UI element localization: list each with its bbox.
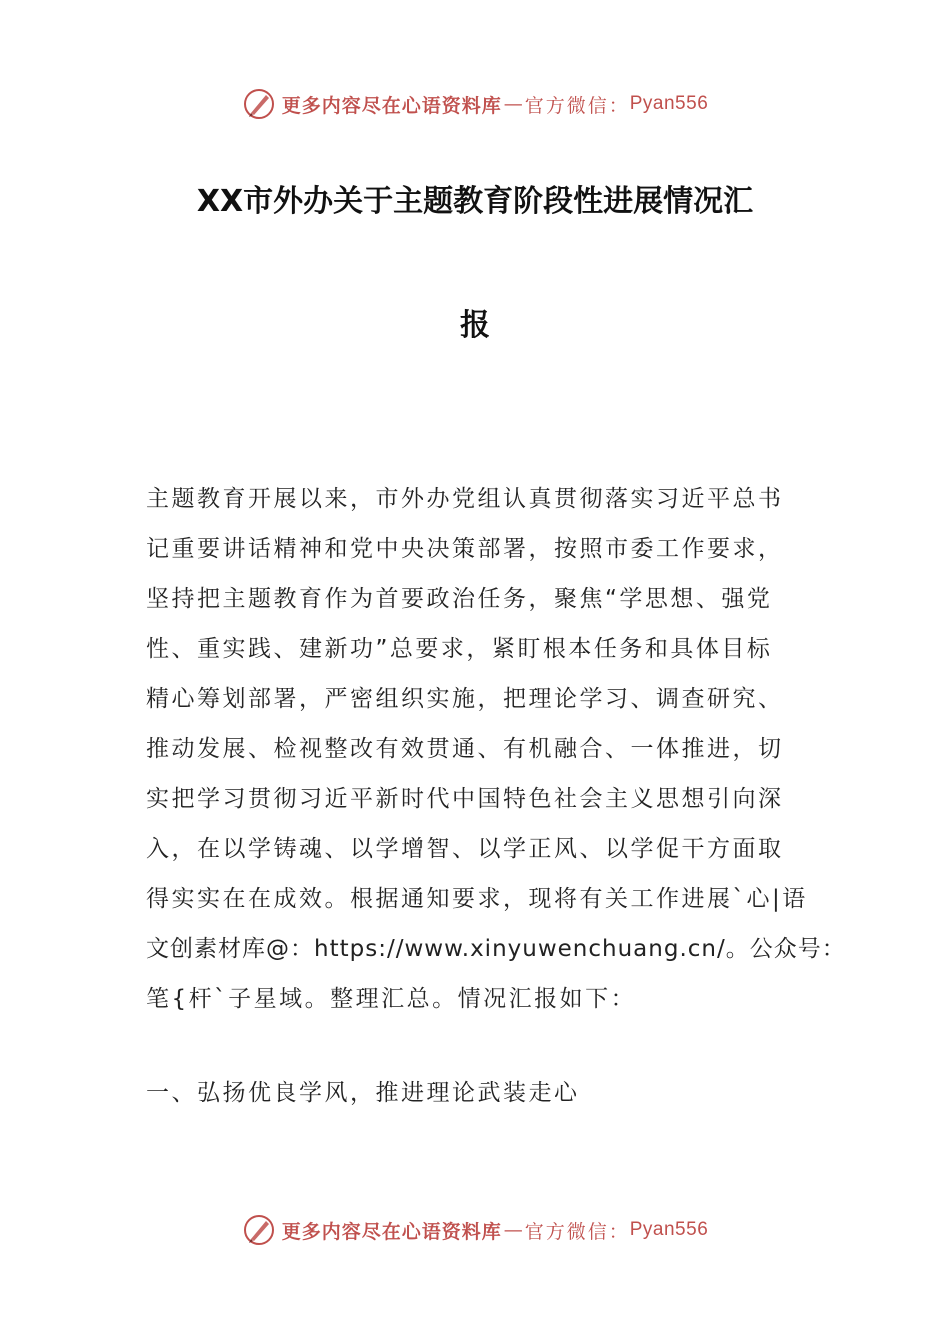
paragraph-line: 坚持把主题教育作为首要政治任务，聚焦“学思想、强党 (146, 586, 773, 612)
document-paragraph (146, 474, 846, 1024)
paragraph-line: 记重要讲话精神和党中央决策部署，按照市委工作要求， (146, 536, 784, 562)
footer-banner (0, 1210, 950, 1250)
paragraph-line: 入，在以学铸魂、以学增智、以学正风、以学促干方面取 (146, 836, 784, 862)
paragraph-line: 得实实在在成效。根据通知要求，现将有关工作进展`心|语 (146, 886, 808, 912)
paragraph-line: 笔{杆`子星域。整理汇总。情况汇报如下： (146, 986, 637, 1012)
document-title-line-1: XX市外办关于主题教育阶段性进展情况汇 (196, 184, 754, 219)
quill-pen-logo-icon (242, 1213, 276, 1247)
banner-wechat-label: 官方微信： (524, 94, 630, 117)
banner-wechat-label: 官方微信： (524, 1220, 630, 1243)
banner-dash: — (503, 1219, 523, 1241)
banner-brand: 更多内容尽在心语资料库 (281, 1220, 502, 1243)
paragraph-line: 文创素材库@：https://www.xinyuwenchuang.cn/。公众号： (146, 936, 846, 962)
paragraph-line: 精心筹划部署，严密组织实施，把理论学习、调查研究、 (146, 686, 784, 712)
paragraph-line: 主题教育开展以来，市外办党组认真贯彻落实习近平总书 (146, 486, 784, 512)
section-heading: 一、弘扬优良学风，推进理论武装走心 (146, 1080, 580, 1106)
document-title-line-2: 报 (460, 308, 490, 343)
paragraph-line: 性、重实践、建新功”总要求，紧盯根本任务和具体目标 (146, 636, 773, 662)
banner-handle: Pyan556 (629, 1219, 709, 1240)
banner-handle: Pyan556 (629, 93, 709, 114)
quill-pen-logo-icon (242, 87, 276, 121)
paragraph-line: 实把学习贯彻习近平新时代中国特色社会主义思想引向深 (146, 786, 784, 812)
header-banner (0, 84, 950, 124)
banner-dash: — (503, 93, 523, 115)
banner-brand: 更多内容尽在心语资料库 (281, 94, 502, 117)
paragraph-line: 推动发展、检视整改有效贯通、有机融合、一体推进，切 (146, 736, 784, 762)
